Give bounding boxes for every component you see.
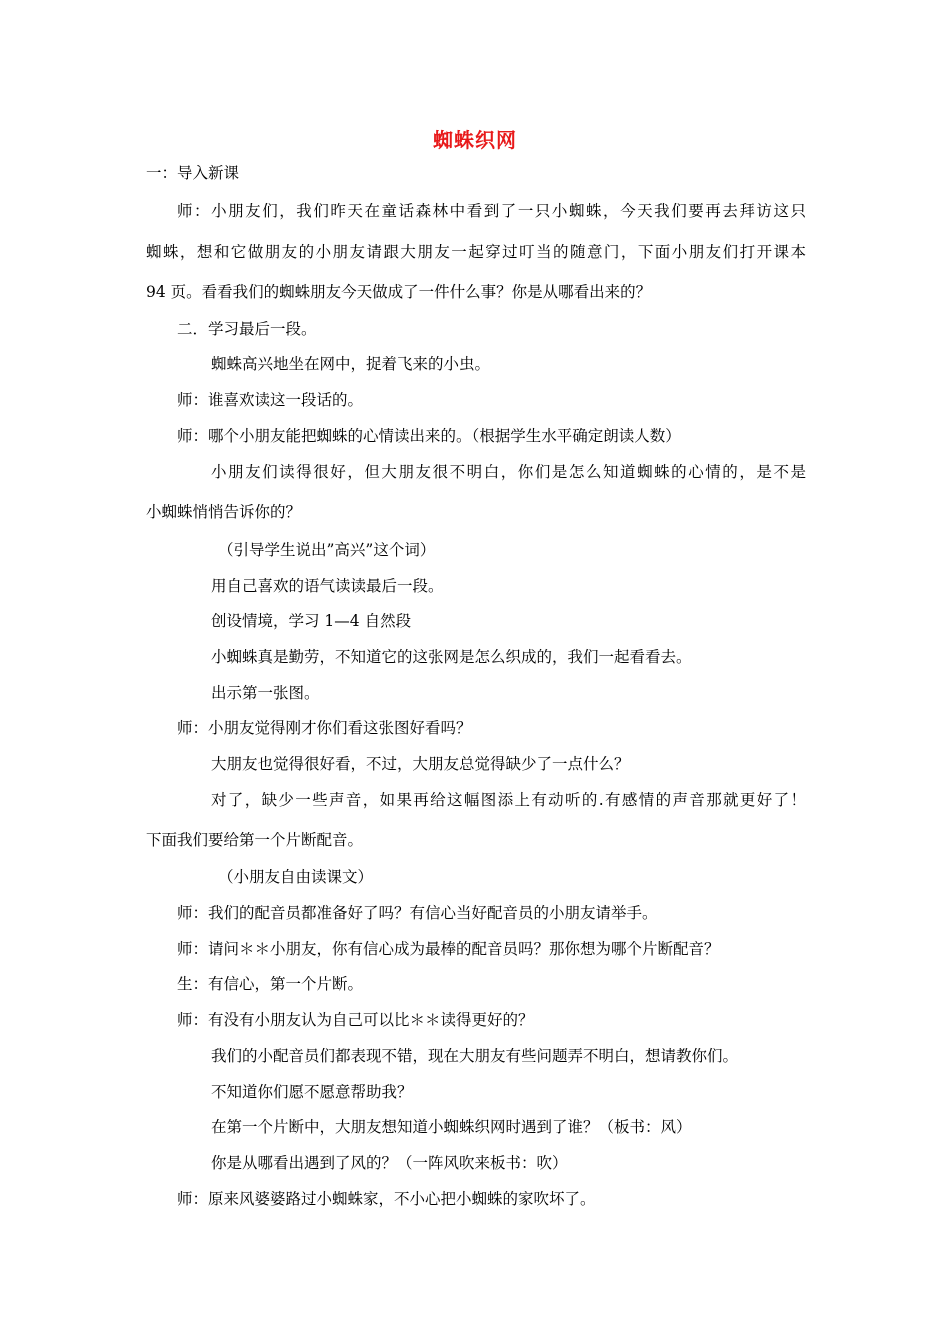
paragraph-line: 我们的小配音员们都表现不错，现在大朋友有些问题弄不明白，想请教你们。 xyxy=(211,1047,739,1065)
paragraph-line: 对了，缺少一些声音，如果再给这幅图添上有动听的.有感情的声音那就更好了！ xyxy=(211,791,806,809)
paragraph-line: 94 页。看看我们的蜘蛛朋友今天做成了一件什么事？你是从哪看出来的？ xyxy=(146,283,652,301)
paragraph-line: 师：哪个小朋友能把蜘蛛的心情读出来的。（根据学生水平确定朗读人数） xyxy=(177,427,681,445)
paragraph-line: 师：有没有小朋友认为自己可以比＊＊读得更好的？ xyxy=(177,1011,534,1029)
paragraph-line: 生：有信心，第一个片断。 xyxy=(177,975,364,993)
paragraph-line: 小蜘蛛悄悄告诉你的？ xyxy=(146,503,302,521)
paragraph-line: 不知道你们愿不愿意帮助我？ xyxy=(211,1083,413,1101)
section-heading-study: 二．学习最后一段。 xyxy=(177,320,317,338)
paragraph-line: 师：小朋友们，我们昨天在童话森林中看到了一只小蜘蛛，今天我们要再去拜访这只 xyxy=(177,202,806,220)
paragraph-line: 下面我们要给第一个片断配音。 xyxy=(146,831,364,849)
paragraph-line: 师：原来风婆婆路过小蜘蛛家，不小心把小蜘蛛的家吹坏了。 xyxy=(177,1190,596,1208)
paragraph-line: 蜘蛛高兴地坐在网中，捉着飞来的小虫。 xyxy=(211,355,491,373)
paragraph-line: 你是从哪看出遇到了风的？（一阵风吹来板书：吹） xyxy=(211,1154,568,1172)
paragraph-line: 出示第一张图。 xyxy=(211,684,320,702)
paragraph-line: 创设情境，学习 1—4 自然段 xyxy=(211,612,412,630)
paragraph-line: 小蜘蛛真是勤劳，不知道它的这张网是怎么织成的，我们一起看看去。 xyxy=(211,648,692,666)
paragraph-line: 用自己喜欢的语气读读最后一段。 xyxy=(211,577,444,595)
paragraph-line: 师：请问＊＊小朋友，你有信心成为最棒的配音员吗？那你想为哪个片断配音？ xyxy=(177,940,720,958)
paragraph-line: 在第一个片断中，大朋友想知道小蜘蛛织网时遇到了谁？（板书：风） xyxy=(211,1118,692,1136)
paragraph-line: （小朋友自由读课文） xyxy=(218,868,374,886)
document-title: 蜘蛛织网 xyxy=(433,128,517,152)
paragraph-line: 蜘蛛，想和它做朋友的小朋友请跟大朋友一起穿过叮当的随意门，下面小朋友们打开课本 xyxy=(146,243,806,261)
paragraph-line: 师：我们的配音员都准备好了吗？有信心当好配音员的小朋友请举手。 xyxy=(177,904,658,922)
section-heading-intro: 一：导入新课 xyxy=(146,164,240,182)
paragraph-line: 小朋友们读得很好，但大朋友很不明白，你们是怎么知道蜘蛛的心情的，是不是 xyxy=(211,463,806,481)
paragraph-line: 大朋友也觉得很好看，不过，大朋友总觉得缺少了一点什么？ xyxy=(211,755,630,773)
paragraph-line: 师：谁喜欢读这一段话的。 xyxy=(177,391,364,409)
paragraph-line: （引导学生说出”高兴”这个词） xyxy=(218,541,436,559)
paragraph-line: 师：小朋友觉得刚才你们看这张图好看吗？ xyxy=(177,719,472,737)
